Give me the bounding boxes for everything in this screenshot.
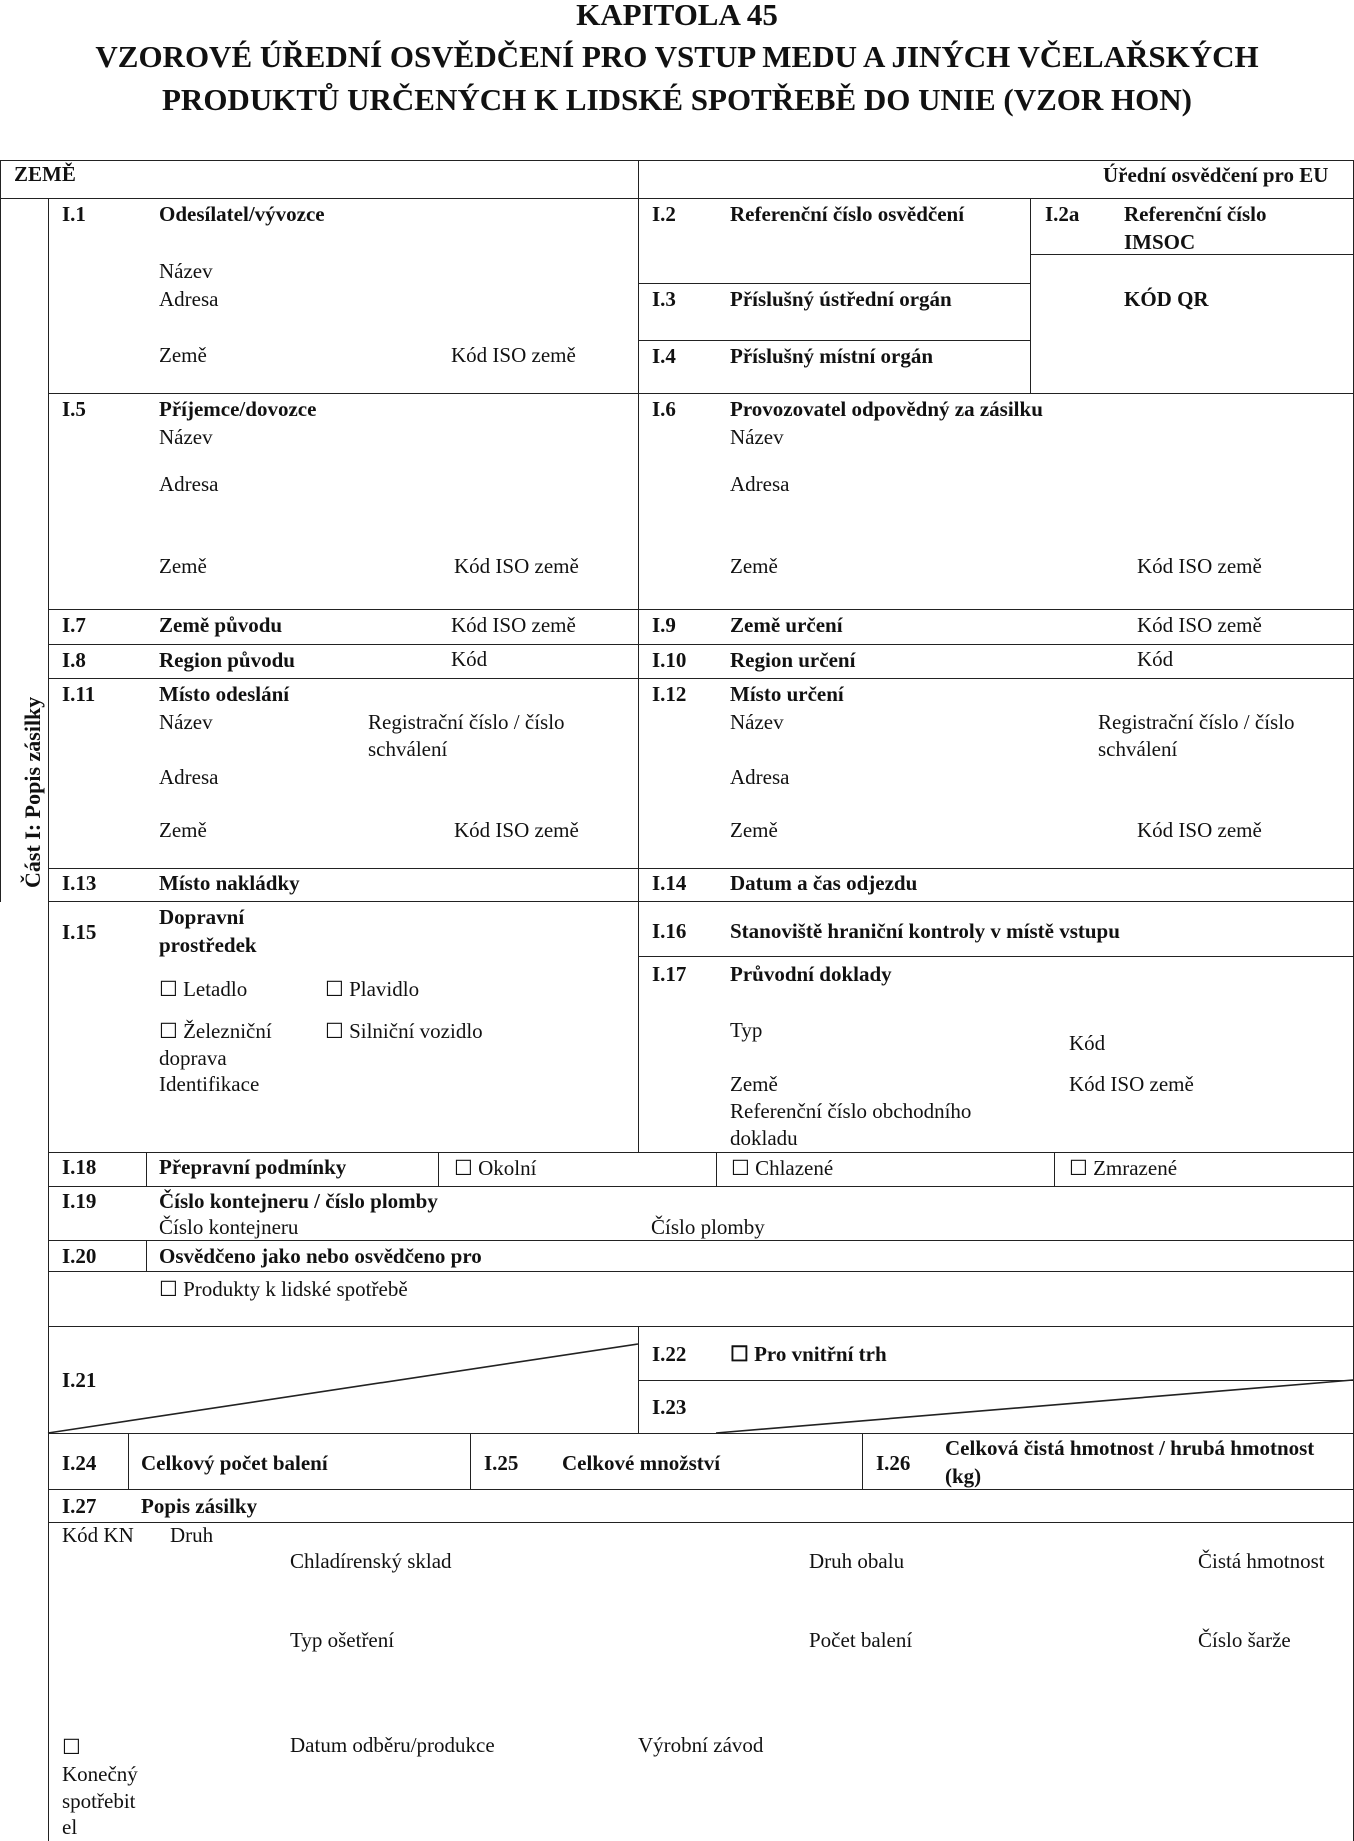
i18-number: I.18 (62, 1155, 97, 1179)
i5-number: I.5 (62, 397, 86, 421)
i15-title-2: prostředek (159, 933, 257, 957)
i17-iso-code: Kód ISO země (1069, 1072, 1194, 1096)
i17-code: Kód (1069, 1031, 1106, 1055)
i12-title: Místo určení (730, 682, 844, 706)
i5-title: Příjemce/dovozce (159, 397, 317, 421)
i17-commercial-ref-2: dokladu (730, 1126, 798, 1150)
i4-number: I.4 (652, 344, 676, 368)
title-line-2: PRODUKTŮ URČENÝCH K LIDSKÉ SPOTŘEBĚ DO UNIE (VZOR HON) (162, 82, 1192, 117)
i21-number: I.21 (62, 1368, 97, 1392)
i16-number: I.16 (652, 919, 687, 943)
i17-type: Typ (730, 1018, 763, 1042)
i13-title: Místo nakládky (159, 871, 300, 895)
i6-name: Název (730, 425, 784, 449)
i25-title: Celkové množství (562, 1451, 721, 1475)
i26-title-2: (kg) (945, 1464, 982, 1488)
i11-reg-approval: schválení (368, 737, 448, 761)
i22-number: I.22 (652, 1342, 687, 1366)
i2a-title: Referenční číslo (1124, 202, 1267, 226)
i19-number: I.19 (62, 1189, 97, 1213)
i6-iso-code: Kód ISO země (1137, 554, 1262, 578)
i11-address: Adresa (159, 765, 219, 789)
i26-number: I.26 (876, 1451, 911, 1475)
i19-container-number: Číslo kontejneru (159, 1215, 299, 1239)
i12-name: Název (730, 710, 784, 734)
title-line-1: VZOROVÉ ÚŘEDNÍ OSVĚDČENÍ PRO VSTUP MEDU A JINÝCH VČELAŘSKÝCH (95, 39, 1259, 74)
i1-iso-code: Kód ISO země (451, 343, 576, 367)
i1-country: Země (159, 343, 207, 367)
i5-country: Země (159, 554, 207, 578)
i27-title: Popis zásilky (141, 1494, 258, 1518)
i17-commercial-ref-1: Referenční číslo obchodního (730, 1099, 972, 1123)
i27-final-consumer-1: Konečný (62, 1762, 138, 1786)
chapter-heading: KAPITOLA 45 (576, 0, 778, 32)
i27-batch-number: Číslo šarže (1198, 1628, 1291, 1652)
i27-package-type: Druh obalu (809, 1549, 905, 1573)
i4-title: Příslušný místní orgán (730, 344, 934, 368)
i27-collection-date: Datum odběru/produkce (290, 1733, 495, 1757)
i22-internal-market-checkbox[interactable]: ☐ Pro vnitřní trh (730, 1342, 887, 1366)
i17-title: Průvodní doklady (730, 962, 892, 986)
i12-address: Adresa (730, 765, 790, 789)
i9-number: I.9 (652, 613, 676, 637)
i18-ambient-checkbox[interactable]: ☐ Okolní (454, 1156, 537, 1180)
i25-number: I.25 (484, 1451, 519, 1475)
i15-title-1: Dopravní (159, 905, 245, 929)
i14-number: I.14 (652, 871, 687, 895)
i15-vessel-checkbox[interactable]: ☐ Plavidlo (325, 977, 420, 1001)
i1-title: Odesílatel/vývozce (159, 202, 325, 226)
i11-reg-number: Registrační číslo / číslo (368, 710, 565, 734)
i26-title-1: Celková čistá hmotnost / hrubá hmotnost (945, 1436, 1315, 1460)
i6-country: Země (730, 554, 778, 578)
i8-number: I.8 (62, 648, 86, 672)
i18-frozen-checkbox[interactable]: ☐ Zmrazené (1069, 1156, 1178, 1180)
i3-number: I.3 (652, 287, 676, 311)
i14-title: Datum a čas odjezdu (730, 871, 918, 895)
i12-reg-number: Registrační číslo / číslo (1098, 710, 1295, 734)
i10-number: I.10 (652, 648, 687, 672)
i8-code: Kód (451, 647, 488, 671)
i7-iso-code: Kód ISO země (451, 613, 576, 637)
i15-railway-checkbox[interactable]: ☐ Železniční (159, 1019, 272, 1043)
i15-number: I.15 (62, 920, 97, 944)
i16-title: Stanoviště hraniční kontroly v místě vstupu (730, 919, 1120, 943)
i27-cn-code: Kód KN (62, 1523, 134, 1547)
country-label: ZEMĚ (14, 162, 76, 186)
part-one-side-label: Část I: Popis zásilky (20, 696, 45, 888)
i2a-title-2: IMSOC (1124, 230, 1196, 254)
i6-address: Adresa (730, 472, 790, 496)
qr-code-label: KÓD QR (1124, 287, 1209, 311)
i27-net-weight: Čistá hmotnost (1198, 1549, 1325, 1573)
i11-name: Název (159, 710, 213, 734)
i27-final-consumer-checkbox[interactable]: ☐ (62, 1735, 81, 1759)
i24-number: I.24 (62, 1451, 97, 1475)
i19-title: Číslo kontejneru / číslo plomby (159, 1189, 438, 1213)
i6-title: Provozovatel odpovědný za zásilku (730, 397, 1043, 421)
i12-reg-approval: schválení (1098, 737, 1178, 761)
i27-number: I.27 (62, 1494, 97, 1518)
i20-human-consumption-checkbox[interactable]: ☐ Produkty k lidské spotřebě (159, 1277, 408, 1301)
i20-title: Osvědčeno jako nebo osvědčeno pro (159, 1244, 482, 1268)
i27-number-of-packages: Počet balení (809, 1628, 913, 1652)
i17-number: I.17 (652, 962, 687, 986)
i9-iso-code: Kód ISO země (1137, 613, 1262, 637)
i27-treatment-type: Typ ošetření (290, 1628, 395, 1652)
i15-road-vehicle-checkbox[interactable]: ☐ Silniční vozidlo (325, 1019, 483, 1043)
i11-number: I.11 (62, 682, 96, 706)
i9-title: Země určení (730, 613, 843, 637)
i1-number: I.1 (62, 202, 86, 226)
i11-title: Místo odeslání (159, 682, 290, 706)
i15-identification: Identifikace (159, 1072, 260, 1096)
i11-iso-code: Kód ISO země (454, 818, 579, 842)
i6-number: I.6 (652, 397, 676, 421)
i10-code: Kód (1137, 647, 1174, 671)
i27-cold-store: Chladírenský sklad (290, 1549, 452, 1573)
i5-name: Název (159, 425, 213, 449)
i19-seal-number: Číslo plomby (651, 1215, 765, 1239)
i18-chilled-checkbox[interactable]: ☐ Chlazené (731, 1156, 834, 1180)
i27-final-consumer-2: spotřebit (62, 1789, 136, 1813)
i23-number: I.23 (652, 1395, 687, 1419)
i27-final-consumer-3: el (62, 1815, 78, 1839)
eu-certificate-label: Úřední osvědčení pro EU (1103, 163, 1329, 187)
i27-species: Druh (170, 1523, 214, 1547)
i24-title: Celkový počet balení (141, 1451, 328, 1475)
i5-iso-code: Kód ISO země (454, 554, 579, 578)
i2-title: Referenční číslo osvědčení (730, 202, 965, 226)
i15-airplane-checkbox[interactable]: ☐ Letadlo (159, 977, 248, 1001)
i27-manufacturing-plant: Výrobní závod (638, 1733, 764, 1757)
i13-number: I.13 (62, 871, 97, 895)
i10-title: Region určení (730, 648, 856, 672)
i12-country: Země (730, 818, 778, 842)
i1-name: Název (159, 259, 213, 283)
i12-iso-code: Kód ISO země (1137, 818, 1262, 842)
i7-number: I.7 (62, 613, 86, 637)
i8-title: Region původu (159, 648, 295, 672)
i7-title: Země původu (159, 613, 283, 637)
i12-number: I.12 (652, 682, 687, 706)
i18-title: Přepravní podmínky (159, 1155, 347, 1179)
i1-address: Adresa (159, 287, 219, 311)
i20-number: I.20 (62, 1244, 97, 1268)
i2a-number: I.2a (1045, 202, 1080, 226)
i2-number: I.2 (652, 202, 676, 226)
i11-country: Země (159, 818, 207, 842)
i5-address: Adresa (159, 472, 219, 496)
i15-railway-label-2: doprava (159, 1046, 227, 1070)
i17-country: Země (730, 1072, 778, 1096)
i3-title: Příslušný ústřední orgán (730, 287, 952, 311)
